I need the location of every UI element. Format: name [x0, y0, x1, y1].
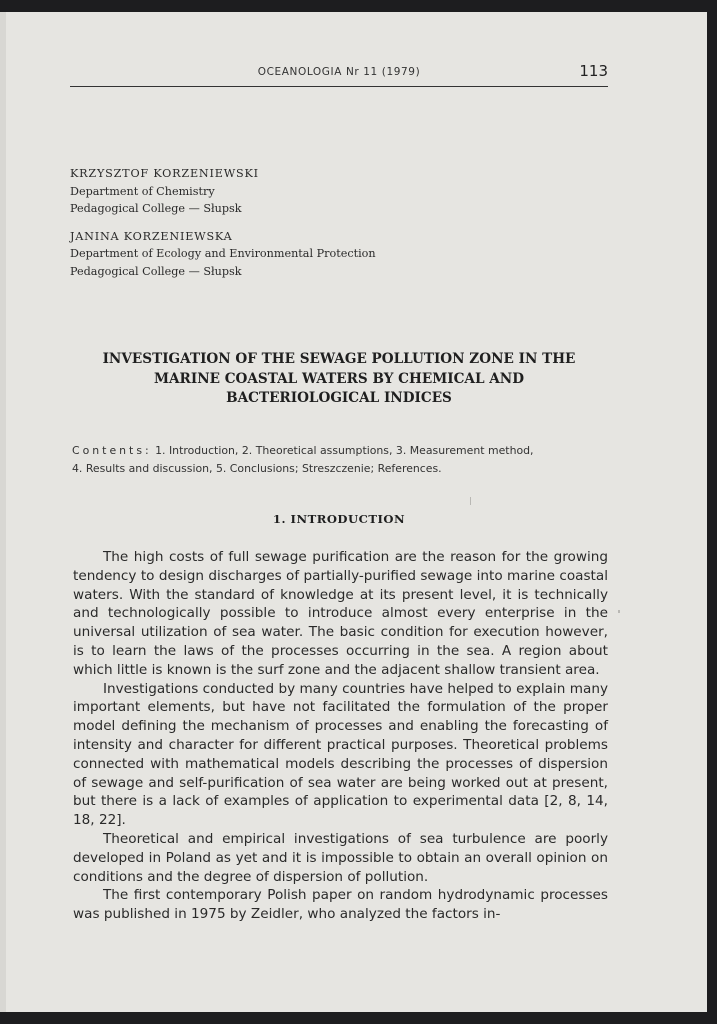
page-edge-shadow — [0, 12, 6, 1012]
table-of-contents — [72, 442, 612, 478]
title-line: INVESTIGATION OF THE SEWAGE POLLUTION ZONE IN THE — [102, 351, 576, 367]
title-line: BACTERIOLOGICAL INDICES — [226, 390, 452, 406]
paragraph: Theoretical and empirical investigations of sea turbulence are poorly developed in Poland as yet and it is impossible to obtain an overall opinion on conditions and the degree of dispersion of pollution. — [73, 830, 608, 885]
contents-line: 4. Results and discussion, 5. Conclusions; Streszczenie; References. — [72, 462, 442, 475]
author-block — [70, 165, 610, 280]
paragraph: Investigations conducted by many countries have helped to explain many important elements, but have not facilitated the formulation of the proper model defining the mechanism of processes and enabling the forecasting of intensity and character for different practical purposes. Theoretical problems connected with mathematical models describing the processes of dispersion of sewage and self-purification of sea water are being worked out at present, but there is a lack of examples of application to experimental data [2, 8, 14, 18, 22]. — [73, 680, 608, 829]
body-text — [73, 548, 608, 924]
author-department: Department of Chemistry — [70, 184, 215, 198]
title-line: MARINE COASTAL WATERS BY CHEMICAL AND — [153, 370, 525, 387]
contents-label: Contents: — [72, 444, 152, 457]
paragraph: The first contemporary Polish paper on random hydrodynamic processes was published in 1975 by Zeidler, who analyzed the factors in- — [73, 887, 608, 923]
author-institution: Pedagogical College — Słupsk — [70, 264, 242, 278]
journal-name: OCEANOLOGIA Nr 11 (1979) — [257, 66, 421, 78]
paper-title — [70, 350, 608, 409]
paragraph: The high costs of full sewage purification are the reason for the growing tendency to design discharges of partially-purified sewage into marine coastal waters. With the standard of knowledge at its present level, it is technically and technologically possible to introduce almost every enterprise in the universal utilization of sea water. The basic condition for execution however, is to learn the laws of the processes occurring in the sea. A region about which little is known is the surf zone and the adjacent shallow transient area. — [73, 549, 608, 678]
contents-line: 1. Introduction, 2. Theoretical assumptions, 3. Measurement method, — [151, 444, 534, 457]
page-number: 113 — [579, 62, 608, 80]
author-name: KRZYSZTOF KORZENIEWSKI — [70, 167, 259, 180]
paper-speck — [470, 497, 471, 505]
author-institution: Pedagogical College — Słupsk — [70, 202, 242, 215]
author-department: Department of Ecology and Environmental Protection — [70, 247, 376, 260]
running-header — [70, 62, 608, 87]
section-heading: 1. INTRODUCTION — [272, 512, 406, 526]
document-page — [0, 12, 707, 1012]
paper-speck — [618, 610, 620, 613]
author-name: JANINA KORZENIEWSKA — [70, 229, 233, 243]
